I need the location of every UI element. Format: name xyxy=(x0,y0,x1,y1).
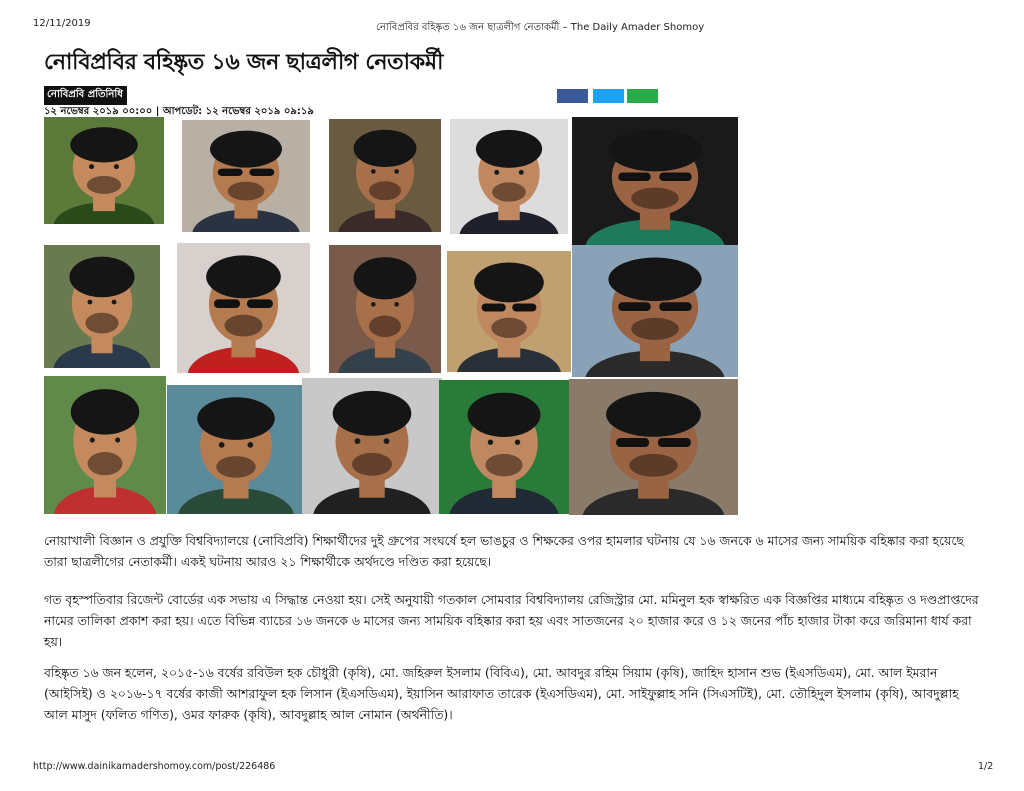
print-footer-url: http://www.dainikamadershomoy.com/post/226486 xyxy=(33,761,276,772)
article-headline: নোবিপ্রবির বহিষ্কৃত ১৬ জন ছাত্রলীগ নেতাকর্মী xyxy=(44,50,444,75)
student-photo xyxy=(329,119,441,232)
twitter-share-button[interactable] xyxy=(593,89,624,103)
student-photo xyxy=(177,243,310,373)
student-photo xyxy=(439,380,569,514)
article-dates: ১২ নভেম্বর ২০১৯ ০০:০০ | আপডেট: ১২ নভেম্বর ২০১৯ ০৯:১৯ xyxy=(44,106,314,117)
article-paragraph-2: গত বৃহস্পতিবার রিজেন্ট বোর্ডের এক সভায় এ সিদ্ধান্ত নেওয়া হয়। সেই অনুযায়ী গতকাল সোমবার বিশ্ববিদ্যালয় রেজিস্ট্রার মো. মমিনুল হক স্বাক্ষরিত এক বিজ্ঞপ্তির মাধ্যমে বহিষ্কৃত ও দণ্ডপ্রাপ্তদের নামের তালিকা প্রকাশ করা হয়। এতে বিভিন্ন ব্যাচের ১৬ জনকে ৬ মাসের জন্য সাময়িক বহিষ্কার করা হয় এবং সাতজনের ২০ হাজার করে ও ১২ জনের পাঁচ হাজার টাকা করে জরিমানা ধার্য করা হয়। xyxy=(44,592,979,649)
student-photo xyxy=(572,245,738,377)
whatsapp-share-button[interactable] xyxy=(627,89,658,103)
facebook-share-button[interactable] xyxy=(557,89,588,103)
print-date: 12/11/2019 xyxy=(33,18,91,29)
student-photo xyxy=(450,119,568,234)
student-photo xyxy=(569,379,738,515)
student-photo xyxy=(447,251,571,372)
student-photo xyxy=(167,385,305,514)
student-photo-collage xyxy=(44,117,738,515)
student-photo xyxy=(329,245,441,373)
print-footer-page: 1/2 xyxy=(978,761,994,772)
article-byline[interactable]: নোবিপ্রবি প্রতিনিধি xyxy=(44,86,127,105)
student-photo xyxy=(182,120,310,232)
student-photo xyxy=(44,117,164,224)
student-photo xyxy=(44,376,166,514)
article-paragraph-1: নোয়াখালী বিজ্ঞান ও প্রযুক্তি বিশ্ববিদ্যালয়ে (নোবিপ্রবি) শিক্ষার্থীদের দুই গ্রুপের সংঘর্ষে হল ভাঙচুর ও শিক্ষকের ওপর হামলার ঘটনায় যে ১৬ জনকে ৬ মাসের জন্য সাময়িক বহিষ্কার করা হয়েছে তারা ছাত্রলীগের নেতাকর্মী। একই ঘটনায় আরও ২১ শিক্ষার্থীকে অর্থদণ্ডে দণ্ডিত করা হয়েছে। xyxy=(44,533,964,569)
student-photo xyxy=(302,378,442,514)
student-photo xyxy=(572,117,738,245)
student-photo xyxy=(44,245,160,368)
article-paragraph-3: বহিষ্কৃত ১৬ জন হলেন, ২০১৫-১৬ বর্ষের রবিউল হক চৌধুরী (কৃষি), মো. জহিরুল ইসলাম (বিবিএ), মো. আবদুর রহিম সিয়াম (কৃষি), জাহিদ হাসান শুভ (ইএসডিএম), মো. আল ইমরান (আইসিই) ও ২০১৬-১৭ বর্ষের কাজী আশরাফুল হক লিসান (ইএসডিএম), ইয়াসিন আরাফাত তারেক (ইএসডিএম), মো. সাইফুল্লাহ সনি (সিএসটিই), মো. তৌহিদুল ইসলাম (কৃষি), আবদুল্লাহ আল মাসুদ (ফলিত গণিত), ওমর ফারুক (কৃষি), আবদুল্লাহ আল নোমান (অর্থনীতি)। xyxy=(44,665,959,722)
print-page-title: নোবিপ্রবির বহিষ্কৃত ১৬ জন ছাত্রলীগ নেতাকর্মী – The Daily Amader Shomoy xyxy=(376,22,705,33)
